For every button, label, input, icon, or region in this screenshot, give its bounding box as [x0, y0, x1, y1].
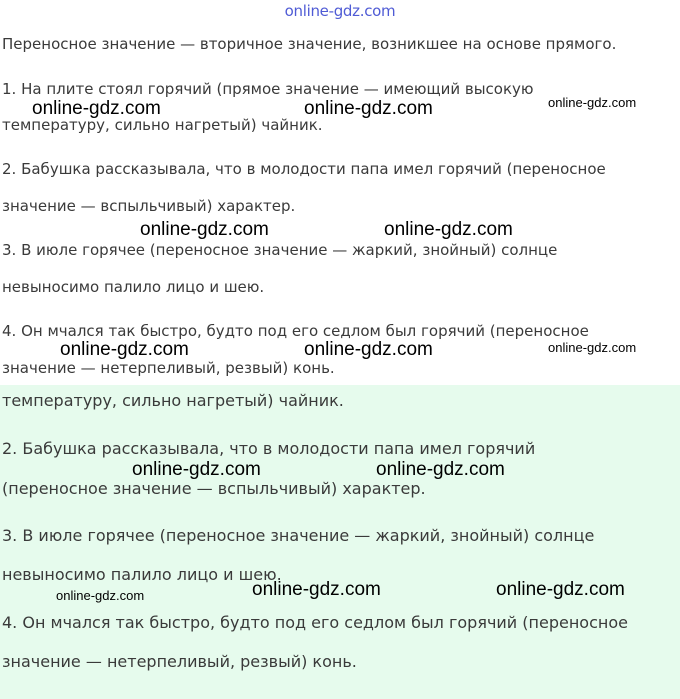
panel-line-5: невыносимо палило лицо и шею. — [2, 565, 282, 584]
example-2-line-1: 2. Бабушка рассказывала, что в молодости папа имел горячий (переносное — [2, 160, 606, 178]
watermark: online-gdz.com — [140, 219, 269, 240]
example-4-line-1: 4. Он мчался так быстро, будто под его седлом был горячий (переносное — [2, 322, 589, 340]
watermark: online-gdz.com — [548, 95, 637, 110]
watermark: online-gdz.com — [376, 459, 505, 480]
watermark: online-gdz.com — [132, 459, 261, 480]
panel-line-4: 3. В июле горячее (переносное значение — жаркий, знойный) солнце — [2, 526, 595, 545]
watermark: online-gdz.com — [252, 579, 381, 600]
watermark: online-gdz.com — [32, 98, 161, 119]
example-2-line-2: значение — вспыльчивый) характер. — [2, 197, 296, 215]
example-1-line-1: 1. На плите стоял горячий (прямое значение — имеющий высокую — [2, 80, 534, 98]
example-4-line-2: значение — нетерпеливый, резвый) конь. — [2, 359, 335, 377]
site-header[interactable]: online-gdz.com — [284, 2, 396, 20]
panel-line-7: значение — нетерпеливый, резвый) конь. — [2, 652, 357, 671]
watermark: online-gdz.com — [304, 339, 433, 360]
panel-line-3: (переносное значение — вспыльчивый) характер. — [2, 479, 426, 498]
example-3-line-1: 3. В июле горячее (переносное значение — жаркий, знойный) солнце — [2, 241, 558, 259]
watermark: online-gdz.com — [56, 588, 145, 603]
watermark: online-gdz.com — [548, 340, 637, 355]
watermark: online-gdz.com — [60, 339, 189, 360]
watermark: online-gdz.com — [384, 219, 513, 240]
panel-line-6: 4. Он мчался так быстро, будто под его седлом был горячий (переносное — [2, 613, 628, 632]
definition-text: Переносное значение — вторичное значение, возникшее на основе прямого. — [2, 35, 617, 53]
example-1-line-2: температуру, сильно нагретый) чайник. — [2, 116, 323, 134]
watermark: online-gdz.com — [496, 579, 625, 600]
example-3-line-2: невыносимо палило лицо и шею. — [2, 278, 265, 296]
panel-line-2: 2. Бабушка рассказывала, что в молодости папа имел горячий — [2, 439, 536, 458]
watermark: online-gdz.com — [304, 98, 433, 119]
panel-line-1: температуру, сильно нагретый) чайник. — [2, 391, 344, 410]
